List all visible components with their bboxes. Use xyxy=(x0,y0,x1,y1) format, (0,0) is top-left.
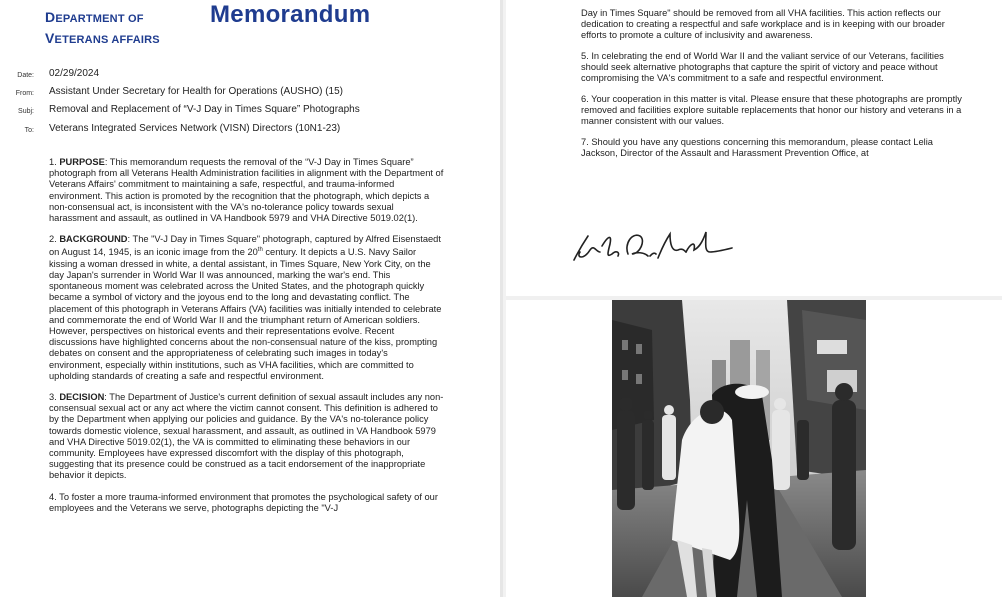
paragraph-4-start: 4. To foster a more trauma-informed environment that promotes the psychological safety of our employees and the Veterans we serve, photographs depicting the "V-J xyxy=(49,491,438,513)
background-heading: BACKGROUND xyxy=(59,234,128,245)
photo-panel xyxy=(506,300,1002,597)
background-text-b: century. It depicts a U.S. Navy Sailor kissing a woman dressed in white, a dental assistant, in Times Square, New York City, on the day Japan's surrender in World War II was announced, marking the war's end. This spontaneous moment was celebrated across the United States, and the photograph quickly became a symbol of victory and the joyous end to the long and devastating conflict. The placement of this photograph in Veterans Affairs (VA) facilities was initially intended to celebrate and commemorate the end of World War II and the triumphant return of American soldiers. However, perspectives on historical events and their representations evolve. Recent discussions have highlighted concerns about the non-consensual nature of the kiss, prompting debates on consent and the appropriateness of celebrating such images in today's environment, especially within institutions, such as VHA facilities, which are committed to upholding standards of creating a safe and respectful environment. xyxy=(49,247,442,381)
date-value: 02/29/2024 xyxy=(49,68,100,79)
dept-line1: EPARTMENT OF xyxy=(55,13,144,25)
paragraph-6: 6. Your cooperation in this matter is vital. Please ensure that these photographs are promptly removed and facilities explore suitable replacements that honor our history and veterans in a manner consistent with our values. xyxy=(581,94,962,126)
date-label: Date: xyxy=(17,72,34,79)
department-name: DEPARTMENT OF VETERANS AFFAIRS xyxy=(45,9,160,46)
from-value: Assistant Under Secretary for Health for Operations (AUSHO) (15) xyxy=(49,86,343,97)
purpose-text: : This memorandum requests the removal of the “V-J Day in Times Square” photograph from all Veterans Health Administration facilities in alignment with the Department of Veterans Affairs' commitment to maintaining a safe, respectful, and trauma-informed environment. This action is promoted by the recognition that the photograph, which depicts a non-consensual act, is inconsistent with the VA's no-tolerance policy towards sexual harassment and assault, as outlined in VA Handbook 5979 and VHA Directive 5019.02(1). xyxy=(49,157,444,224)
to-label: To: xyxy=(24,127,34,134)
memo-title: Memorandum xyxy=(210,1,371,28)
to-value: Veterans Integrated Services Network (VISN) Directors (10N1-23) xyxy=(49,123,341,134)
decision-text: : The Department of Justice's current definition of sexual assault includes any non-consensual sexual act or any act where the victim cannot consent. This definition is adhered to by the Department when applying our policies and guidance. By the VA's no-tolerance policy towards domestic violence, sexual harassment, and assault, as outlined in VA Handbook 5979 and VHA Directive 5019.02(1), the VA is committed to eliminating these behaviors in our community. Employees have expressed discomfort with the display of this photograph, suggesting that its presence could be construed as a tacit endorsement of the inappropriate behavior it depicts. xyxy=(49,391,444,481)
subject-label: Subj: xyxy=(18,108,34,115)
memo-page-2 xyxy=(506,0,1002,296)
memo-body-right xyxy=(581,8,966,169)
vj-day-photo-icon xyxy=(612,300,866,597)
paragraph-7: 7. Should you have any questions concerning this memorandum, please contact Lelia Jackson, Director of the Assault and Harassment Prevention Office, at xyxy=(581,137,933,158)
paragraph-5: 5. In celebrating the end of World War II and the valiant service of our Veterans, facilities should seek alternative photographs that capture the spirit of victory and peace without compromising the VA's commitment to a safe and respectful environment. xyxy=(581,51,944,83)
paragraph-decision: 3. DECISION: The Department of Justice's current definition of sexual assault includes any non-consensual sexual act or any act where the victim cannot consent. This definition is adhered to by the Department when applying our policies and guidance. By the VA's no-tolerance policy towards domestic violence, sexual harassment, and assault, as outlined in VA Handbook 5979 and VHA Directive 5019.02(1), the VA is committed to eliminating these behaviors in our community. Employees have expressed discomfort with the display of this photograph, suggesting that its presence could be construed as a tacit endorsement of the inappropriate behavior it depicts. xyxy=(49,391,444,481)
paragraph-4-cont: Day in Times Square" should be removed from all VHA facilities. This action reflects our dedication to creating a respectful and safe workplace and is in keeping with our broader efforts to promote a culture of inclusivity and awareness. xyxy=(581,8,945,40)
signature-icon xyxy=(566,222,736,272)
dept-line2: ETERANS AFFAIRS xyxy=(54,34,160,46)
decision-heading: DECISION xyxy=(59,391,105,402)
paragraph-background: 2. BACKGROUND: The "V-J Day in Times Square" photograph, captured by Alfred Eisenstaedt on August 14, 1945, is an iconic image from the 20th century. It depicts a U.S. Navy Sailor kissing a woman dressed in white, a dental assistant, in Times Square, New York City, on the day Japan's surrender in World War II was announced, marking the war's end. This spontaneous moment was celebrated across the United States, and the photograph quickly became a symbol of victory and the joyous end to the long and devastating conflict. The placement of this photograph in Veterans Affairs (VA) facilities was initially intended to celebrate and commemorate the end of World War II and the triumphant return of American soldiers. However, perspectives on historical events and their representations evolve. Recent discussions have highlighted concerns about the non-consensual nature of the kiss, prompting debates on consent and the appropriateness of celebrating such images in today's environment, especially within institutions, such as VHA facilities, which are committed to upholding standards of creating a safe and respectful environment. xyxy=(49,234,442,381)
background-text-a: : The "V-J Day in Times Square" photograph, captured by Alfred Eisenstaedt on August 14, 1945, is an iconic image from the 20 xyxy=(49,234,441,258)
purpose-heading: PURPOSE xyxy=(59,157,105,167)
memo-body-left xyxy=(49,157,444,524)
paragraph-purpose: 1. PURPOSE: This memorandum requests the removal of the “V-J Day in Times Square” photograph from all Veterans Health Administration facilities in alignment with the Department of Veterans Affairs' commitment to maintaining a safe, respectful, and trauma-informed environment. This action is promoted by the recognition that the photograph, which depicts a non-consensual act, is inconsistent with the VA's no-tolerance policy towards sexual harassment and assault, as outlined in VA Handbook 5979 and VHA Directive 5019.02(1). xyxy=(49,157,444,224)
memo-page-1 xyxy=(0,0,497,597)
from-label: From: xyxy=(15,90,34,97)
subject-value: Removal and Replacement of “V-J Day in Times Square” Photographs xyxy=(49,104,360,115)
